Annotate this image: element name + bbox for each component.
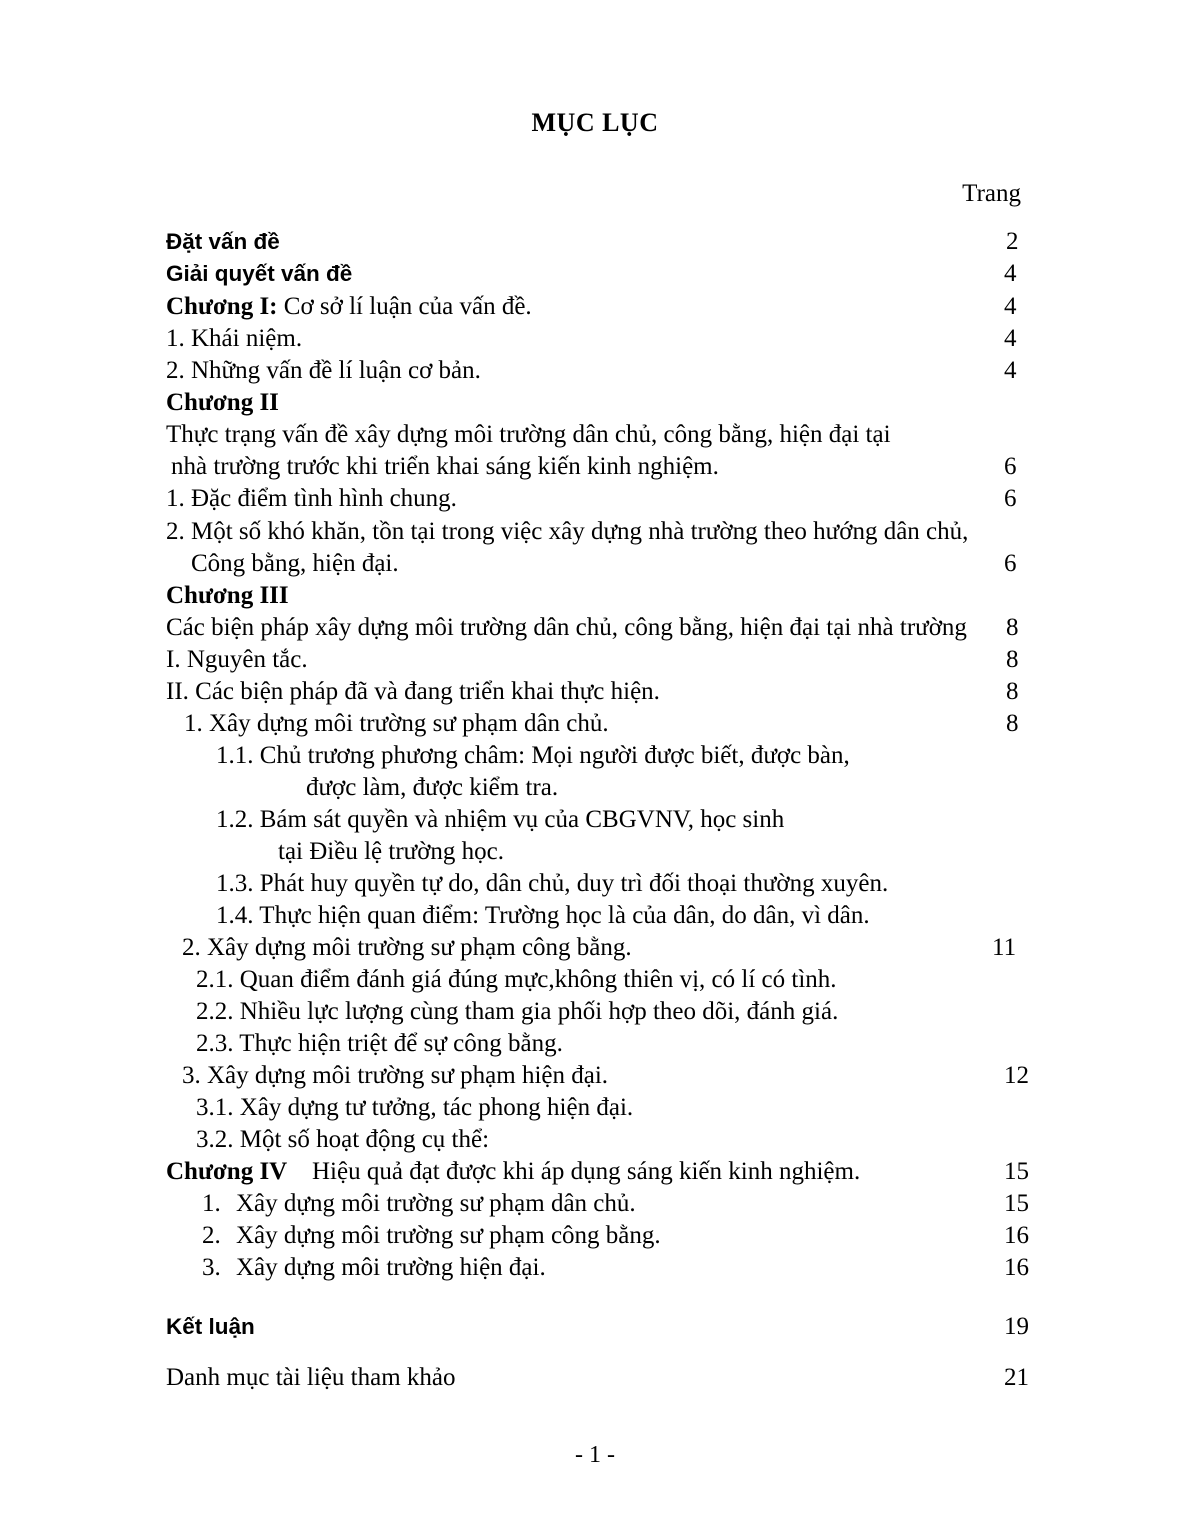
toc-entry: 3.1. Xây dựng tư tưởng, tác phong hiện đại. [196,1094,634,1121]
toc-entry: Chương IV Hiệu quả đạt được khi áp dụng sáng kiến kinh nghiệm. 15 [166,1158,1029,1185]
toc-entry: 2.2. Nhiều lực lượng cùng tham gia phối hợp theo dõi, đánh giá. [196,998,839,1025]
toc-entry: Đặt vấn đề 2 [166,228,1019,255]
toc-entry: Thực trạng vấn đề xây dựng môi trường dân chủ, công bằng, hiện đại tại [166,421,891,448]
toc-entry: 2.1. Quan điểm đánh giá đúng mực,không thiên vị, có lí có tình. [196,966,837,993]
toc-entry: 1. Đặc điểm tình hình chung. 6 [166,485,1017,512]
toc-entry: Danh mục tài liệu tham khảo 21 [166,1364,1029,1391]
toc-entry: II. Các biện pháp đã và đang triển khai thực hiện. 8 [166,678,1019,705]
toc-entry: 1.1. Chủ trương phương châm: Mọi người được biết, được bàn, [216,742,850,769]
toc-entry: Công bằng, hiện đại. 6 [191,550,1017,577]
page-title: MỤC LỤC [531,108,659,137]
toc-entry: 2. Một số khó khăn, tồn tại trong việc xây dựng nhà trường theo hướng dân chủ, [166,518,969,545]
toc-entry: 1.4. Thực hiện quan điểm: Trường học là của dân, do dân, vì dân. [216,902,870,929]
toc-entry: Kết luận 19 [166,1313,1029,1340]
page-column-header: Trang [962,180,1021,207]
page-number: - 1 - [575,1442,615,1468]
toc-entry: Chương I: Cơ sở lí luận của vấn đề. 4 [166,293,1017,320]
toc-entry: 2.3. Thực hiện triệt để sự công bằng. [196,1030,563,1057]
toc-entry: 3. Xây dựng môi trường hiện đại. 16 [202,1254,1029,1281]
toc-entry: 2. Những vấn đề lí luận cơ bản. 4 [166,357,1017,384]
toc-entry: Các biện pháp xây dựng môi trường dân chủ, công bằng, hiện đại tại nhà trường 8 [166,614,1019,641]
toc-entry: 1. Xây dựng môi trường sư phạm dân chủ. 15 [202,1190,1029,1217]
toc-entry: 1.2. Bám sát quyền và nhiệm vụ của CBGVNV, học sinh [216,806,785,833]
toc-entry: 3. Xây dựng môi trường sư phạm hiện đại. 12 [182,1062,1029,1089]
toc-entry: 2. Xây dựng môi trường sư phạm công bằng. 11 [182,934,1017,961]
toc-entry: tại Điều lệ trường học. [278,838,505,865]
toc-entry: được làm, được kiểm tra. [306,774,559,801]
toc-entry: nhà trường trước khi triển khai sáng kiến kinh nghiệm. 6 [171,453,1017,480]
toc-entry: Chương II [166,389,279,416]
toc-entry: 2. Xây dựng môi trường sư phạm công bằng. 16 [202,1222,1029,1249]
toc-entry: 3.2. Một số hoạt động cụ thể: [196,1126,490,1153]
toc-entry: I. Nguyên tắc. 8 [166,646,1019,673]
toc-entry: Chương III [166,582,289,609]
toc-entry: 1. Khái niệm. 4 [166,325,1017,352]
toc-entry: Giải quyết vấn đề 4 [166,260,1017,287]
toc-entry: 1.3. Phát huy quyền tự do, dân chủ, duy trì đối thoại thường xuyên. [216,870,889,897]
toc-entry: 1. Xây dựng môi trường sư phạm dân chủ. 8 [184,710,1019,737]
